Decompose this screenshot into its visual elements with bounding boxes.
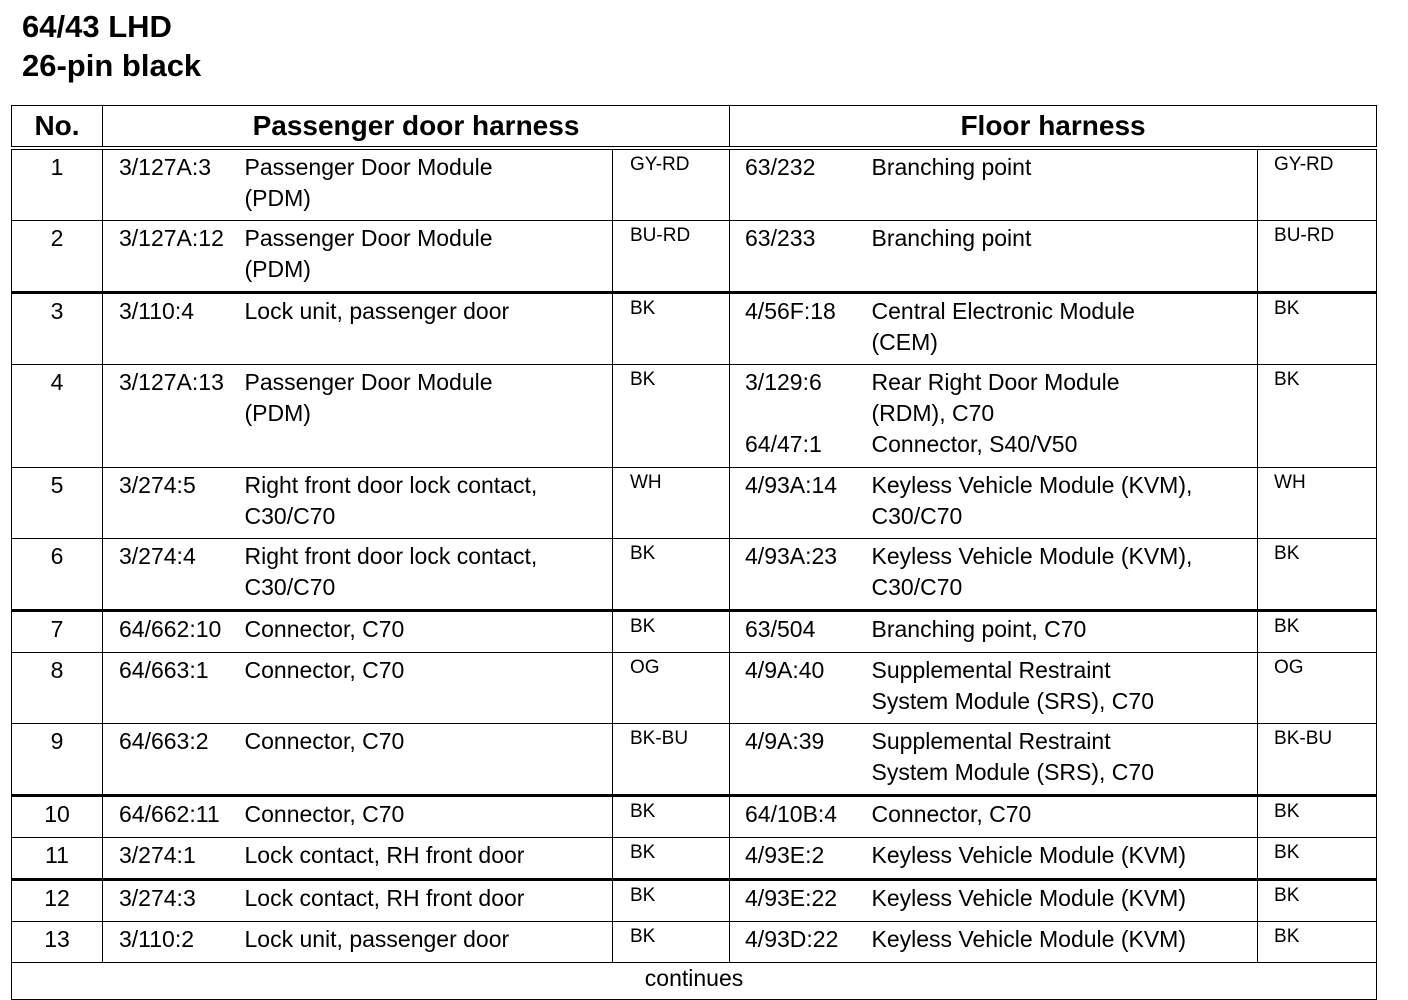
passenger-ref: 3/274:4 bbox=[103, 539, 245, 611]
table-row bbox=[12, 148, 1377, 221]
floor-ref: 4/93D:22 bbox=[730, 922, 872, 963]
floor-ref: 4/56F:18 bbox=[730, 293, 872, 365]
passenger-ref: 3/127A:3 bbox=[103, 148, 245, 221]
table-row bbox=[12, 468, 1377, 539]
floor-wire-color: BU-RD bbox=[1258, 221, 1377, 293]
passenger-description: Connector, C70 bbox=[245, 724, 613, 796]
floor-ref: 4/93A:14 bbox=[730, 468, 872, 539]
pin-number: 2 bbox=[12, 221, 103, 293]
passenger-wire-color: OG bbox=[613, 653, 730, 724]
passenger-description: Passenger Door Module (PDM) bbox=[245, 148, 613, 221]
pin-number: 9 bbox=[12, 724, 103, 796]
pin-number: 12 bbox=[12, 880, 103, 922]
passenger-wire-color: BU-RD bbox=[613, 221, 730, 293]
passenger-ref: 3/274:3 bbox=[103, 880, 245, 922]
passenger-description: Passenger Door Module (PDM) bbox=[245, 221, 613, 293]
passenger-ref: 3/274:5 bbox=[103, 468, 245, 539]
passenger-ref: 64/662:11 bbox=[103, 796, 245, 838]
passenger-ref: 64/662:10 bbox=[103, 611, 245, 653]
passenger-wire-color: BK bbox=[613, 796, 730, 838]
floor-ref: 63/233 bbox=[730, 221, 872, 293]
passenger-description: Lock contact, RH front door bbox=[245, 880, 613, 922]
col-header-floor-harness: Floor harness bbox=[730, 106, 1377, 149]
floor-description: Keyless Vehicle Module (KVM) bbox=[872, 922, 1258, 963]
floor-description: Keyless Vehicle Module (KVM) bbox=[872, 838, 1258, 880]
floor-description: Keyless Vehicle Module (KVM) bbox=[872, 880, 1258, 922]
floor-wire-color: WH bbox=[1258, 468, 1377, 539]
pinout-rows bbox=[12, 148, 1377, 963]
floor-wire-color: BK bbox=[1258, 922, 1377, 963]
floor-ref: 4/93E:22 bbox=[730, 880, 872, 922]
connector-title: 64/43 LHD bbox=[22, 9, 172, 44]
passenger-wire-color: BK-BU bbox=[613, 724, 730, 796]
floor-description: Branching point bbox=[872, 221, 1258, 293]
col-header-no: No. bbox=[12, 106, 103, 149]
floor-ref: 63/504 bbox=[730, 611, 872, 653]
floor-ref: 64/10B:4 bbox=[730, 796, 872, 838]
passenger-ref: 3/110:4 bbox=[103, 293, 245, 365]
connector-subtitle: 26-pin black bbox=[22, 48, 202, 83]
pin-number: 10 bbox=[12, 796, 103, 838]
floor-wire-color: BK bbox=[1258, 838, 1377, 880]
pin-number: 6 bbox=[12, 539, 103, 611]
pin-number: 7 bbox=[12, 611, 103, 653]
passenger-description: Right front door lock contact, C30/C70 bbox=[245, 539, 613, 611]
table-row bbox=[12, 653, 1377, 724]
passenger-description: Passenger Door Module (PDM) bbox=[245, 365, 613, 468]
passenger-description: Right front door lock contact, C30/C70 bbox=[245, 468, 613, 539]
passenger-wire-color: BK bbox=[613, 880, 730, 922]
floor-wire-color: BK bbox=[1258, 796, 1377, 838]
table-row bbox=[12, 611, 1377, 653]
floor-description: Branching point, C70 bbox=[872, 611, 1258, 653]
floor-description: Connector, C70 bbox=[872, 796, 1258, 838]
pin-number: 11 bbox=[12, 838, 103, 880]
passenger-wire-color: BK bbox=[613, 922, 730, 963]
pin-number: 5 bbox=[12, 468, 103, 539]
floor-description: Rear Right Door Module (RDM), C70 Connector, S40/V50 bbox=[872, 365, 1258, 468]
passenger-wire-color: BK bbox=[613, 611, 730, 653]
passenger-wire-color: BK bbox=[613, 293, 730, 365]
table-footer-row bbox=[12, 963, 1377, 1000]
table-row bbox=[12, 539, 1377, 611]
table-row bbox=[12, 922, 1377, 963]
table-row bbox=[12, 724, 1377, 796]
table-row bbox=[12, 796, 1377, 838]
passenger-wire-color: BK bbox=[613, 539, 730, 611]
passenger-description: Lock unit, passenger door bbox=[245, 293, 613, 365]
passenger-description: Lock unit, passenger door bbox=[245, 922, 613, 963]
passenger-ref: 3/274:1 bbox=[103, 838, 245, 880]
floor-wire-color: BK bbox=[1258, 365, 1377, 468]
col-header-passenger-door-harness: Passenger door harness bbox=[103, 106, 730, 149]
pinout-table bbox=[11, 105, 1377, 1000]
passenger-wire-color: GY-RD bbox=[613, 148, 730, 221]
floor-ref: 4/9A:39 bbox=[730, 724, 872, 796]
passenger-description: Connector, C70 bbox=[245, 796, 613, 838]
floor-wire-color: OG bbox=[1258, 653, 1377, 724]
passenger-description: Lock contact, RH front door bbox=[245, 838, 613, 880]
table-header-row bbox=[12, 106, 1377, 149]
pin-number: 13 bbox=[12, 922, 103, 963]
floor-wire-color: BK bbox=[1258, 539, 1377, 611]
floor-description: Supplemental Restraint System Module (SRS), C70 bbox=[872, 653, 1258, 724]
floor-ref: 4/93A:23 bbox=[730, 539, 872, 611]
continues-note: continues bbox=[12, 963, 1377, 1000]
passenger-wire-color: BK bbox=[613, 365, 730, 468]
floor-description: Central Electronic Module (CEM) bbox=[872, 293, 1258, 365]
floor-description: Keyless Vehicle Module (KVM), C30/C70 bbox=[872, 539, 1258, 611]
passenger-ref: 64/663:1 bbox=[103, 653, 245, 724]
passenger-ref: 3/110:2 bbox=[103, 922, 245, 963]
pin-number: 1 bbox=[12, 148, 103, 221]
floor-ref: 63/232 bbox=[730, 148, 872, 221]
passenger-ref: 3/127A:12 bbox=[103, 221, 245, 293]
pin-number: 4 bbox=[12, 365, 103, 468]
floor-wire-color: GY-RD bbox=[1258, 148, 1377, 221]
floor-ref: 4/9A:40 bbox=[730, 653, 872, 724]
table-row bbox=[12, 838, 1377, 880]
passenger-description: Connector, C70 bbox=[245, 611, 613, 653]
pin-number: 3 bbox=[12, 293, 103, 365]
floor-wire-color: BK bbox=[1258, 611, 1377, 653]
floor-description: Supplemental Restraint System Module (SRS), C70 bbox=[872, 724, 1258, 796]
table-row bbox=[12, 365, 1377, 468]
floor-wire-color: BK bbox=[1258, 880, 1377, 922]
floor-description: Branching point bbox=[872, 148, 1258, 221]
passenger-ref: 3/127A:13 bbox=[103, 365, 245, 468]
floor-ref: 3/129:6 64/47:1 bbox=[730, 365, 872, 468]
passenger-wire-color: WH bbox=[613, 468, 730, 539]
table-row bbox=[12, 880, 1377, 922]
floor-description: Keyless Vehicle Module (KVM), C30/C70 bbox=[872, 468, 1258, 539]
floor-ref: 4/93E:2 bbox=[730, 838, 872, 880]
floor-wire-color: BK bbox=[1258, 293, 1377, 365]
passenger-wire-color: BK bbox=[613, 838, 730, 880]
floor-wire-color: BK-BU bbox=[1258, 724, 1377, 796]
table-row bbox=[12, 293, 1377, 365]
passenger-ref: 64/663:2 bbox=[103, 724, 245, 796]
passenger-description: Connector, C70 bbox=[245, 653, 613, 724]
table-row bbox=[12, 221, 1377, 293]
pin-number: 8 bbox=[12, 653, 103, 724]
